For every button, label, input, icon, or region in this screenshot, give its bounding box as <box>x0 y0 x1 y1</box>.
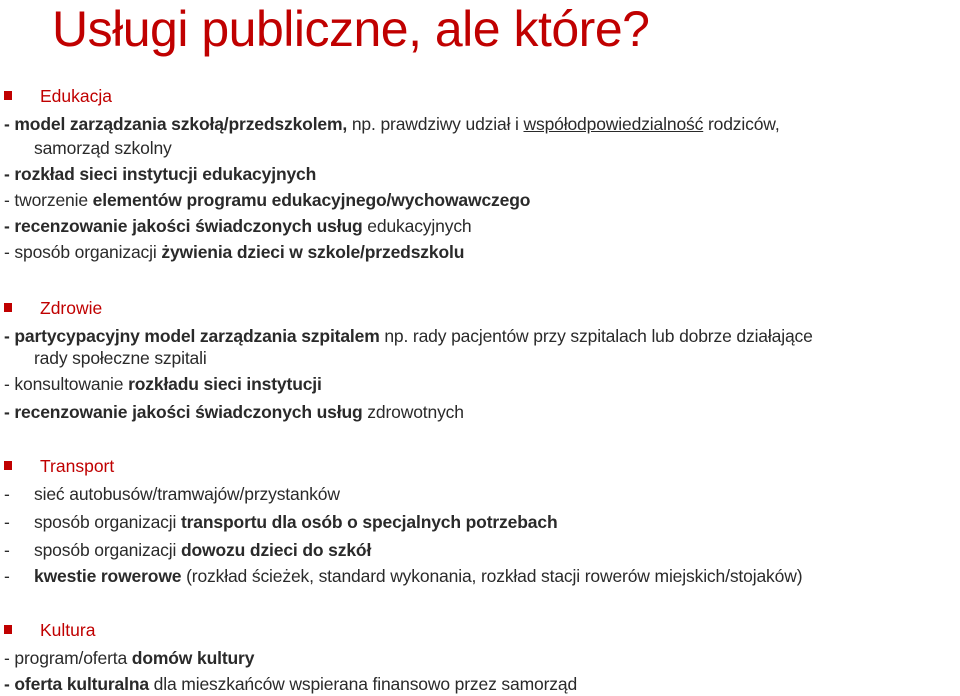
section-title: Kultura <box>40 620 96 640</box>
edukacja-line-1-cont: samorząd szkolny <box>34 138 172 158</box>
slide-title: Usługi publiczne, ale które? <box>52 1 650 57</box>
transport-line-1: - sieć autobusów/tramwajów/przystanków <box>4 484 340 504</box>
transport-line-4: - kwestie rowerowe (rozkład ścieżek, standard wykonania, rozkład stacji rowerów miejskich/stojaków) <box>4 566 803 586</box>
edukacja-line-4: - recenzowanie jakości świadczonych usług edukacyjnych <box>4 216 472 236</box>
edukacja-line-3: - tworzenie elementów programu edukacyjnego/wychowawczego <box>4 190 531 210</box>
square-bullet-icon <box>4 91 12 100</box>
section-title: Zdrowie <box>40 298 103 318</box>
zdrowie-line-1: - partycypacyjny model zarządzania szpitalem np. rady pacjentów przy szpitalach lub dobrze działające <box>4 326 813 346</box>
square-bullet-icon <box>4 461 12 470</box>
edukacja-line-2: - rozkład sieci instytucji edukacyjnych <box>4 164 317 184</box>
edukacja-line-1: - model zarządzania szkołą/przedszkolem, np. prawdziwy udział i współodpowiedzialność rodziców, <box>4 114 780 134</box>
zdrowie-line-3: - recenzowanie jakości świadczonych usług zdrowotnych <box>4 402 464 422</box>
edukacja-line-5: - sposób organizacji żywienia dzieci w szkole/przedszkolu <box>4 242 465 262</box>
zdrowie-line-2: - konsultowanie rozkładu sieci instytucji <box>4 374 322 394</box>
transport-line-3: - sposób organizacji dowozu dzieci do szkół <box>4 540 372 560</box>
section-title: Edukacja <box>40 86 112 106</box>
square-bullet-icon <box>4 303 12 312</box>
kultura-line-2: - oferta kulturalna dla mieszkańców wspierana finansowo przez samorząd <box>4 674 578 694</box>
transport-line-2: - sposób organizacji transportu dla osób o specjalnych potrzebach <box>4 512 558 532</box>
section-title: Transport <box>40 456 115 476</box>
kultura-line-1: - program/oferta domów kultury <box>4 648 255 668</box>
square-bullet-icon <box>4 625 12 634</box>
zdrowie-line-1-cont: rady społeczne szpitali <box>34 348 207 368</box>
